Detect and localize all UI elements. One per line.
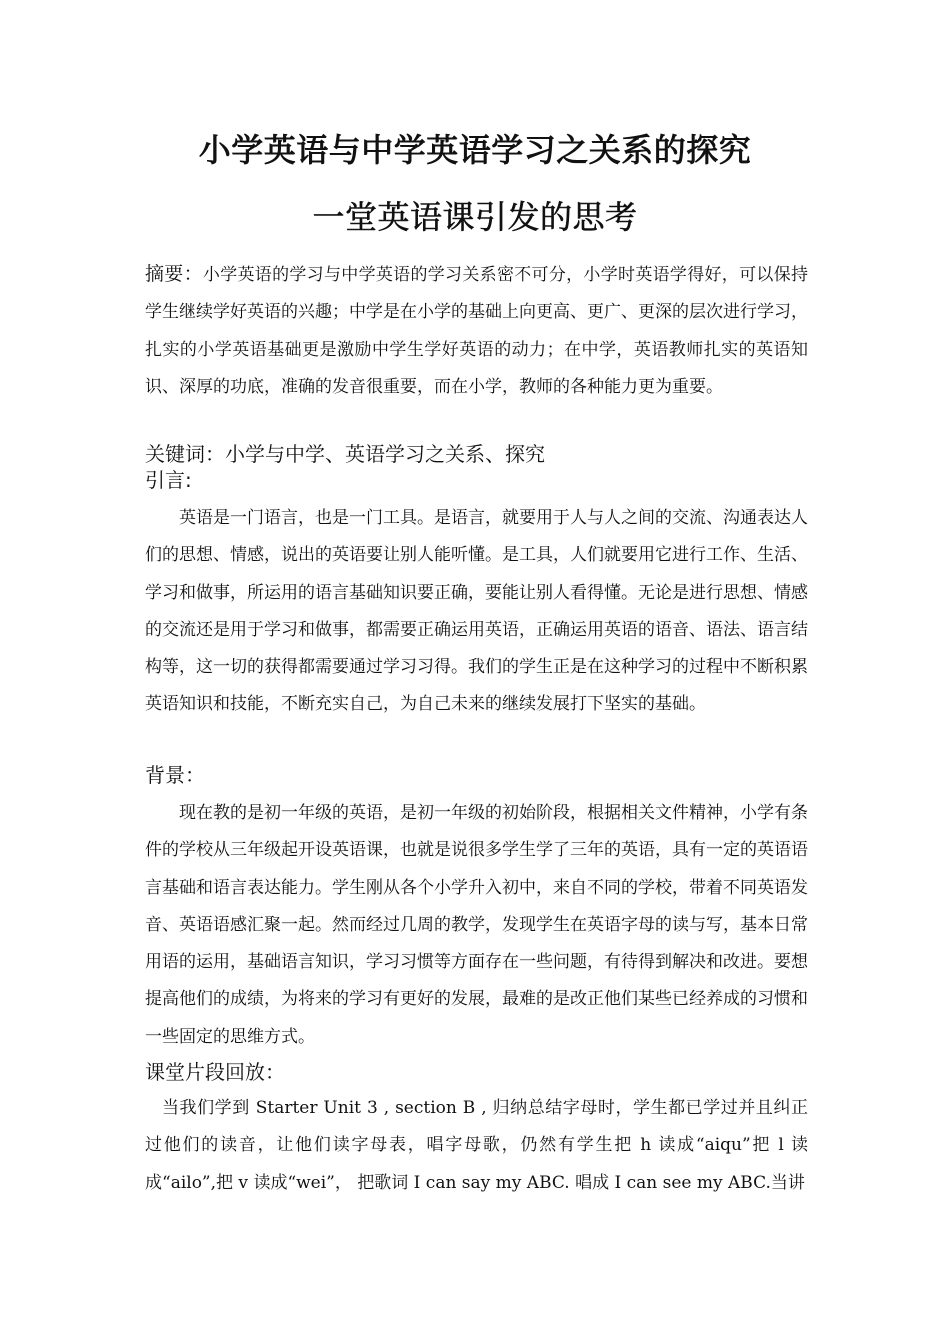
abstract-paragraph (145, 256, 808, 406)
introduction-heading: 引言: (145, 468, 192, 492)
background-paragraph: 现在教的是初一年级的英语，是初一年级的初始阶段，根据相关文件精神，小学有条件的学校从三年级起开设英语课，也就是说很多学生学了三年的英语，具有一定的英语语言基础和语言表达能力。学生刚从各个小学升入初中，来自不同的学校，带着不同英语发音、英语语感汇聚一起。然而经过几周的教学，发现学生在英语字母的读与写，基本日常用语的运用，基础语言知识，学习习惯等方面存在一些问题，有待得到解决和改进。要想提高他们的成绩，为将来的学习有更好的发展，最难的是改正他们某些已经养成的习惯和一些固定的思维方式。 (145, 803, 808, 1047)
introduction-paragraph: 英语是一门语言，也是一门工具。是语言，就要用于人与人之间的交流、沟通表达人们的思想、情感，说出的英语要让别人能听懂。是工具，人们就要用它进行工作、生活、学习和做事，所运用的语言基础知识要正确，要能让别人看得懂。无论是进行思想、情感的交流还是用于学习和做事，都需要正确运用英语，正确运用英语的语音、语法、语言结构等，这一切的获得都需要通过学习习得。我们的学生正是在这种学习的过程中不断积累英语知识和技能，不断充实自己，为自己未来的继续发展打下坚实的基础。 (145, 508, 808, 715)
classroom-paragraph: 当我们学到 Starter Unit 3 , section B , 归纳总结字母时，学生都已学过并且纠正过他们的读音，让他们读字母表，唱字母歌，仍然有学生把 h 读成“aiqu”把 l 读成“ailo”,把 v 读成“wei”， 把歌词 I can say my ABC. 唱成 I can see my ABC.当讲 (145, 1098, 808, 1193)
abstract-text: 小学英语的学习与中学英语的学习关系密不可分，小学时英语学得好，可以保持学生继续学好英语的兴趣；中学是在小学的基础上向更高、更广、更深的层次进行学习，扎实的小学英语基础更是激励中学生学好英语的动力；在中学，英语教师扎实的英语知识、深厚的功底，准确的发音很重要，而在小学，教师的各种能力更为重要。 (145, 265, 808, 397)
abstract-label: 摘要： (145, 263, 203, 285)
classroom-heading: 课堂片段回放： (145, 1060, 285, 1084)
document-subtitle: 一堂英语课引发的思考 (312, 198, 638, 236)
document-title: 小学英语与中学英语学习之关系的探究 (198, 131, 752, 169)
keywords-line: 关键词：小学与中学、英语学习之关系、探究 (145, 442, 545, 466)
background-heading: 背景： (145, 763, 205, 787)
